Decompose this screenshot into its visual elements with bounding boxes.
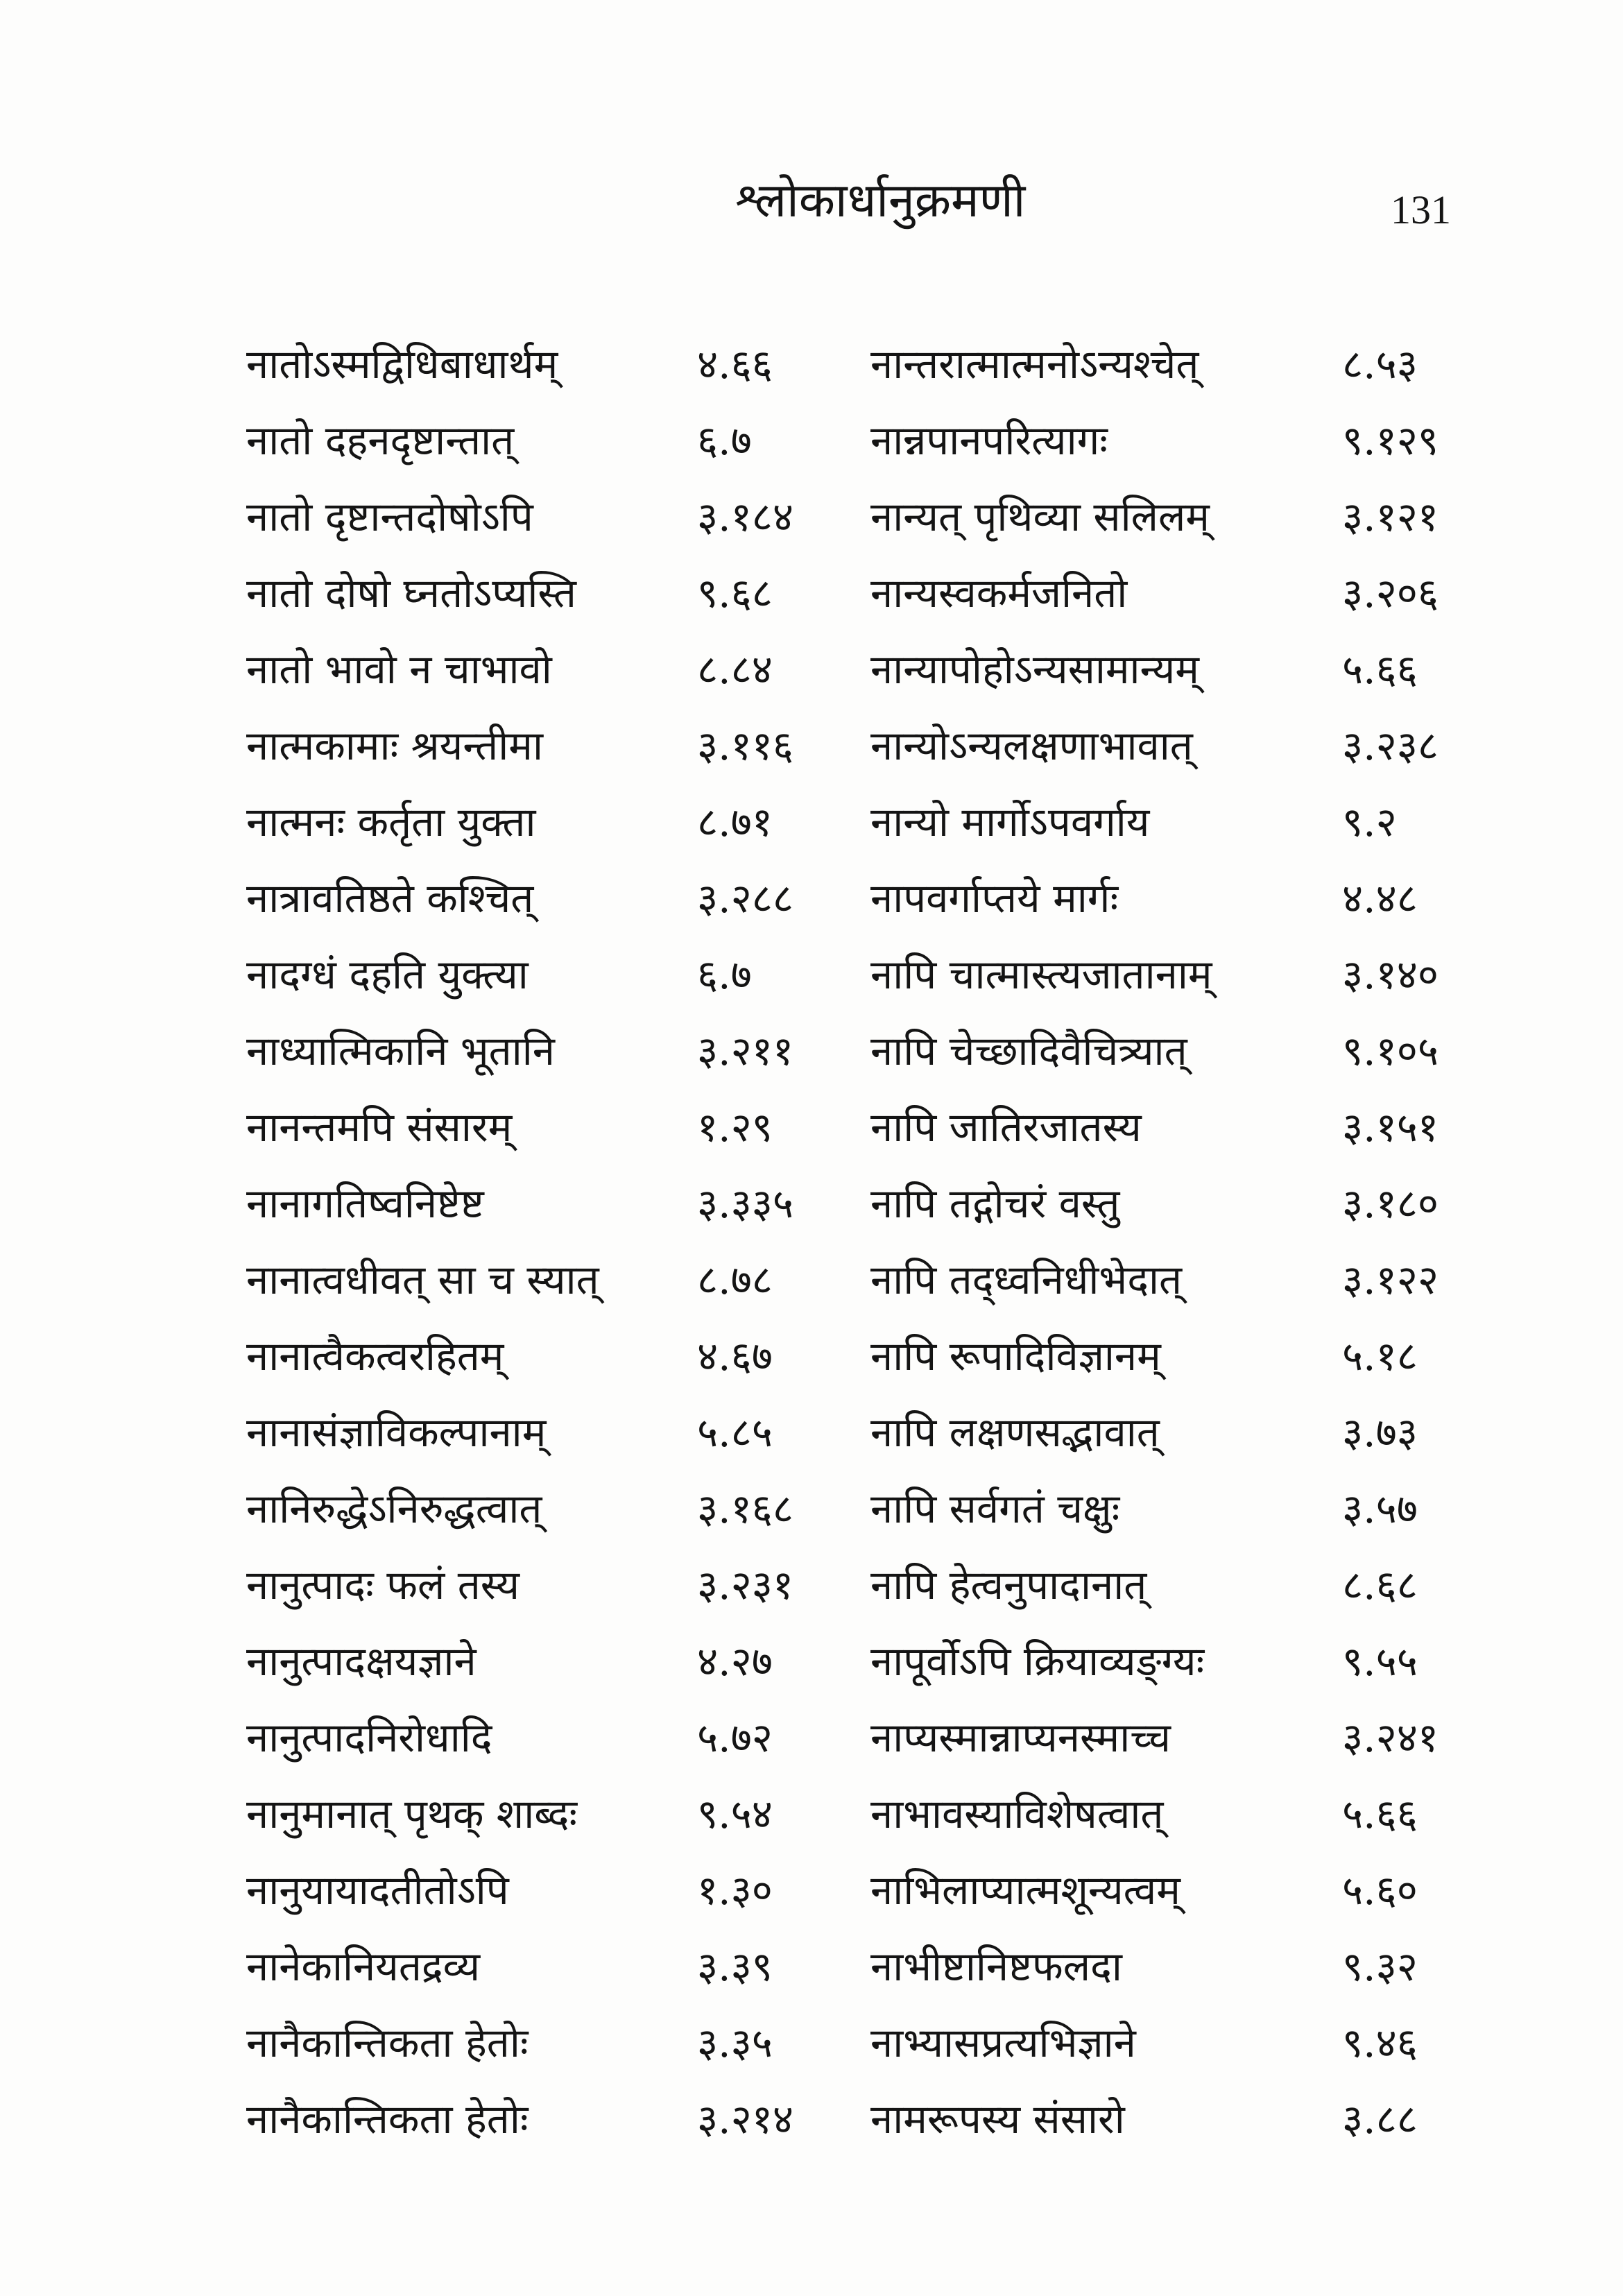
left-reference: ३.२१४ [697,2096,794,2143]
right-verse: नापवर्गाप्तये मार्गः [870,875,1119,922]
right-verse: नापि चेच्छादिवैचित्र्यात् [870,1027,1187,1074]
right-verse: नापि तद्ध्वनिधीभेदात् [870,1256,1183,1303]
index-row [0,2081,1623,2157]
index-row [0,1623,1623,1699]
index-row [0,1013,1623,1089]
right-reference: ५.१८ [1342,1333,1418,1380]
page-number: 131 [1391,187,1451,232]
right-reference: ३.२०६ [1342,569,1439,617]
left-reference: ८.८४ [697,646,773,693]
right-verse: नापि जातिरजातस्य [870,1104,1142,1151]
right-verse: नापि सर्वगतं चक्षुः [870,1485,1120,1532]
index-row [0,784,1623,860]
right-verse: नान्यापोहोऽन्यसामान्यम् [870,646,1199,693]
left-verse: नानागतिष्वनिष्टेष्ट [246,1180,484,1227]
right-verse: नाप्यस्मान्नाप्यनस्माच्च [870,1714,1171,1761]
left-reference: ३.१८४ [697,493,794,540]
index-row [0,479,1623,555]
index-row [0,1852,1623,1928]
left-reference: ६.७ [697,951,752,998]
index-row [0,1318,1623,1394]
index-row [0,402,1623,479]
index-row [0,1928,1623,2005]
right-reference: ३.१५१ [1342,1104,1439,1151]
left-reference: ८.७१ [697,798,773,846]
left-verse: नातो दृष्टान्तदोषोऽपि [246,493,533,540]
index-row [0,936,1623,1013]
left-verse: नातोऽस्मद्विधिबाधार्थम् [246,341,558,388]
right-verse: नापि रूपादिविज्ञानम् [870,1333,1161,1380]
right-verse: नान्यस्वकर्मजनितो [870,569,1128,617]
left-reference: ३.१६८ [697,1485,794,1532]
left-reference: १.२९ [697,1104,773,1151]
left-verse: नानुयायादतीतोऽपि [246,1867,509,1914]
left-reference: ५.७२ [697,1714,773,1761]
right-verse: नान्तरात्मात्मनोऽन्यश्चेत् [870,341,1199,388]
right-reference: ३.१२१ [1342,493,1439,540]
index-row [0,1165,1623,1242]
left-reference: ३.३५ [697,2019,773,2066]
left-verse: नानात्वधीवत् सा च स्यात् [246,1256,599,1303]
left-reference: ८.७८ [697,1256,773,1303]
left-reference: ५.८५ [697,1409,773,1456]
right-reference: ३.२४१ [1342,1714,1439,1761]
right-reference: ८.६८ [1342,1561,1418,1609]
left-reference: ३.३३५ [697,1180,794,1227]
right-reference: ५.६६ [1342,1790,1418,1837]
left-reference: ९.६८ [697,569,773,617]
left-verse: नानैकान्तिकता हेतोः [246,2096,529,2143]
right-reference: ३.१४० [1342,951,1439,998]
left-reference: ४.६६ [697,341,773,388]
right-verse: नापि लक्षणसद्भावात् [870,1409,1160,1456]
index-row [0,1547,1623,1623]
left-verse: नानुत्पादनिरोधादि [246,1714,492,1761]
left-reference: ३.२११ [697,1027,794,1074]
right-reference: ३.२३८ [1342,722,1439,769]
left-verse: नादग्धं दहति युक्त्या [246,951,529,998]
left-verse: नानिरुद्धेऽनिरुद्धत्वात् [246,1485,542,1532]
left-verse: नानुत्पादक्षयज्ञाने [246,1638,476,1685]
right-verse: नापि हेत्वनुपादानात् [870,1561,1147,1609]
right-verse: नान्योऽन्यलक्षणाभावात् [870,722,1193,769]
left-reference: ९.५४ [697,1790,773,1837]
left-verse: नानैकान्तिकता हेतोः [246,2019,529,2066]
index-row [0,1699,1623,1776]
index-row [0,631,1623,708]
right-verse: नान्नपानपरित्यागः [870,417,1108,464]
right-verse: नाभ्यासप्रत्यभिज्ञाने [870,2019,1136,2066]
right-reference: ९.१२९ [1342,417,1439,464]
right-verse: नापूर्वोऽपि क्रियाव्यङ्ग्यः [870,1638,1205,1685]
left-reference: ३.२८८ [697,875,794,922]
index-row [0,860,1623,936]
left-verse: नाध्यात्मिकानि भूतानि [246,1027,555,1074]
right-verse: नाभीष्टानिष्टफलदा [870,1943,1122,1990]
right-reference: ५.६० [1342,1867,1418,1914]
left-reference: ३.३९ [697,1943,773,1990]
right-reference: ३.८८ [1342,2096,1418,2143]
right-verse: नापि चात्मास्त्यजातानाम् [870,951,1212,998]
left-verse: नानेकानियतद्रव्य [246,1943,481,1990]
right-reference: ३.५७ [1342,1485,1418,1532]
index-row [0,1471,1623,1547]
left-verse: नानुत्पादः फलं तस्य [246,1561,519,1609]
right-verse: नापि तद्गोचरं वस्तु [870,1180,1120,1227]
right-verse: नामरूपस्य संसारो [870,2096,1125,2143]
left-verse: नात्रावतिष्ठते कश्चित् [246,875,534,922]
left-reference: ३.२३१ [697,1561,794,1609]
left-reference: ४.२७ [697,1638,773,1685]
right-reference: ९.२ [1342,798,1397,846]
right-reference: ९.३२ [1342,1943,1418,1990]
left-verse: नानुमानात् पृथक् शाब्दः [246,1790,578,1837]
index-row [0,2005,1623,2081]
verse-index-table [0,326,1623,2157]
right-reference: ५.६६ [1342,646,1418,693]
right-reference: ८.५३ [1342,341,1418,388]
right-verse: नान्यो मार्गोऽपवर्गाय [870,798,1150,846]
left-verse: नातो भावो न चाभावो [246,646,552,693]
right-reference: ३.१२२ [1342,1256,1439,1303]
left-reference: ३.११६ [697,722,794,769]
index-row [0,1394,1623,1471]
left-verse: नातो दोषो घ्नतोऽप्यस्ति [246,569,576,617]
right-reference: ९.४६ [1342,2019,1418,2066]
right-verse: नाभावस्याविशेषत्वात् [870,1790,1164,1837]
index-row [0,1776,1623,1852]
left-verse: नानन्तमपि संसारम् [246,1104,513,1151]
left-verse: नातो दहनदृष्टान्तात् [246,417,515,464]
right-reference: ९.५५ [1342,1638,1418,1685]
index-row [0,708,1623,784]
left-reference: ६.७ [697,417,752,464]
left-verse: नात्मनः कर्तृता युक्ता [246,798,536,846]
running-head [0,163,1623,239]
left-reference: १.३० [697,1867,773,1914]
index-row [0,326,1623,402]
right-reference: ४.४८ [1342,875,1418,922]
right-reference: ३.७३ [1342,1409,1418,1456]
index-row [0,1089,1623,1165]
left-verse: नानासंज्ञाविकल्पानाम् [246,1409,547,1456]
left-verse: नात्मकामाः श्रयन्तीमा [246,722,543,769]
index-row [0,555,1623,631]
right-reference: ९.१०५ [1342,1027,1439,1074]
left-reference: ४.६७ [697,1333,773,1380]
right-verse: नान्यत् पृथिव्या सलिलम् [870,493,1210,540]
page-title: श्लोकार्धानुक्रमणी [735,173,1026,228]
right-verse: नाभिलाप्यात्मशून्यत्वम् [870,1867,1180,1914]
right-reference: ३.१८० [1342,1180,1439,1227]
index-row [0,1242,1623,1318]
left-verse: नानात्वैकत्वरहितम् [246,1333,504,1380]
